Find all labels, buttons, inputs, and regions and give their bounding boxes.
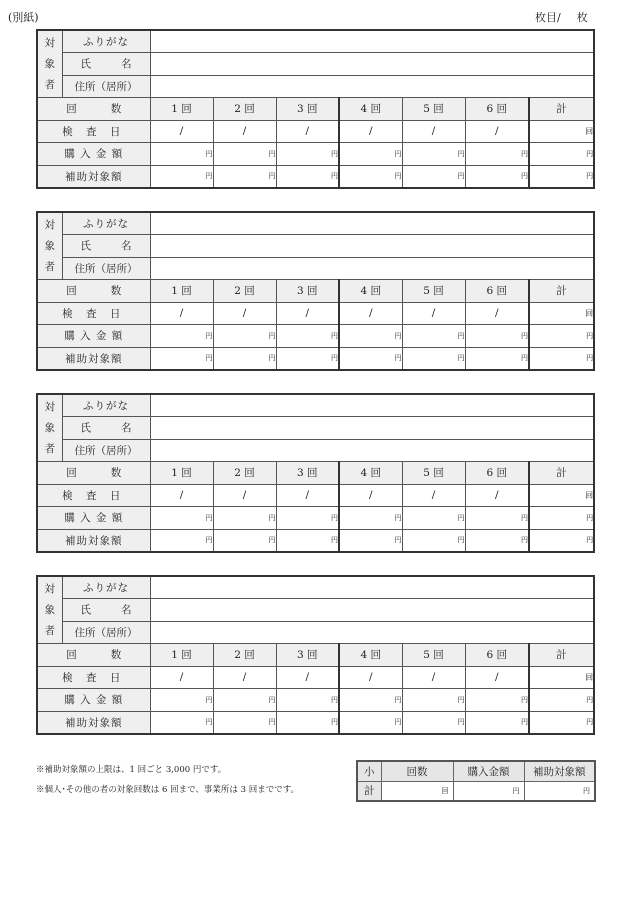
subsidy-amount-field[interactable]: 円	[276, 347, 339, 370]
name-label: 氏 名	[62, 53, 150, 76]
exam-date-field[interactable]: /	[339, 666, 402, 689]
name-field[interactable]	[150, 417, 594, 440]
subsidy-amount-label: 補助対象額	[37, 165, 150, 188]
furigana-field[interactable]	[150, 576, 594, 599]
subtotal-table	[356, 760, 596, 802]
col-header: 1 回	[150, 280, 213, 303]
purchase-amount-total[interactable]: 円	[529, 507, 594, 530]
subsidy-amount-label: 補助対象額	[37, 529, 150, 552]
exam-date-field[interactable]: /	[402, 120, 465, 143]
subtotal-subsidy-field[interactable]: 円	[524, 781, 595, 801]
subsidy-amount-field[interactable]: 円	[276, 165, 339, 188]
address-field[interactable]	[150, 75, 594, 98]
exam-date-field[interactable]: /	[276, 666, 339, 689]
purchase-amount-field[interactable]: 円	[465, 689, 529, 712]
subsidy-amount-field[interactable]: 円	[339, 529, 402, 552]
col-header: 3 回	[276, 644, 339, 667]
purchase-amount-total[interactable]: 円	[529, 143, 594, 166]
subsidy-amount-total[interactable]: 円	[529, 711, 594, 734]
count-label: 回 数	[37, 98, 150, 121]
purchase-amount-field[interactable]: 円	[150, 143, 213, 166]
address-label: 住所（居所）	[62, 439, 150, 462]
col-header: 2 回	[213, 98, 276, 121]
exam-date-field[interactable]: /	[276, 302, 339, 325]
subsidy-amount-field[interactable]: 円	[339, 711, 402, 734]
subsidy-amount-field[interactable]: 円	[213, 529, 276, 552]
subsidy-amount-field[interactable]: 円	[402, 711, 465, 734]
subsidy-amount-total[interactable]: 円	[529, 165, 594, 188]
exam-date-field[interactable]: /	[402, 484, 465, 507]
col-header: 6 回	[465, 280, 529, 303]
subsidy-amount-field[interactable]: 円	[402, 347, 465, 370]
subsidy-amount-label: 補助対象額	[37, 347, 150, 370]
exam-date-field[interactable]: /	[339, 120, 402, 143]
col-header: 2 回	[213, 280, 276, 303]
col-header: 3 回	[276, 280, 339, 303]
col-header-total: 計	[529, 280, 594, 303]
subtotal-label-bottom: 計	[357, 781, 381, 801]
subsidy-amount-field[interactable]: 円	[339, 347, 402, 370]
purchase-amount-field[interactable]: 円	[276, 325, 339, 348]
address-field[interactable]	[150, 621, 594, 644]
subsidy-amount-field[interactable]: 円	[276, 529, 339, 552]
exam-count-total[interactable]: 回	[529, 666, 594, 689]
purchase-amount-field[interactable]: 円	[402, 689, 465, 712]
exam-date-label: 検 査 日	[37, 666, 150, 689]
purchase-amount-field[interactable]: 円	[213, 689, 276, 712]
purchase-amount-field[interactable]: 円	[465, 507, 529, 530]
exam-count-total[interactable]: 回	[529, 302, 594, 325]
exam-date-field[interactable]: /	[465, 120, 529, 143]
purchase-amount-field[interactable]: 円	[339, 689, 402, 712]
exam-date-field[interactable]: /	[402, 666, 465, 689]
purchase-amount-field[interactable]: 円	[402, 143, 465, 166]
subsidy-amount-field[interactable]: 円	[402, 165, 465, 188]
col-header-total: 計	[529, 644, 594, 667]
exam-date-label: 検 査 日	[37, 484, 150, 507]
furigana-label: ふりがな	[62, 576, 150, 599]
exam-date-label: 検 査 日	[37, 120, 150, 143]
subsidy-amount-field[interactable]: 円	[402, 529, 465, 552]
subsidy-amount-total[interactable]: 円	[529, 347, 594, 370]
purchase-amount-label: 購 入 金 額	[37, 689, 150, 712]
name-label: 氏 名	[62, 599, 150, 622]
subsidy-amount-total[interactable]: 円	[529, 529, 594, 552]
purchase-amount-field[interactable]: 円	[465, 325, 529, 348]
col-header: 5 回	[402, 644, 465, 667]
subsidy-amount-field[interactable]: 円	[276, 711, 339, 734]
recipient-block	[36, 29, 595, 189]
purchase-amount-field[interactable]: 円	[213, 143, 276, 166]
purchase-amount-field[interactable]: 円	[276, 689, 339, 712]
note-count-limit: ※個人･その他の者の対象回数は 6 回まで、事業所は 3 回までです。	[36, 785, 300, 795]
sheet-prefix: 枚目/	[535, 11, 561, 24]
exam-date-field[interactable]: /	[213, 484, 276, 507]
col-header-total: 計	[529, 98, 594, 121]
subsidy-amount-field[interactable]: 円	[339, 165, 402, 188]
exam-date-field[interactable]: /	[465, 302, 529, 325]
purchase-amount-total[interactable]: 円	[529, 689, 594, 712]
note-subsidy-limit: ※補助対象額の上限は、1 回ごと 3,000 円です。	[36, 765, 227, 775]
exam-date-field[interactable]: /	[339, 484, 402, 507]
furigana-field[interactable]	[150, 30, 594, 53]
purchase-amount-field[interactable]: 円	[339, 507, 402, 530]
exam-date-field[interactable]: /	[465, 666, 529, 689]
col-header: 4 回	[339, 644, 402, 667]
subtotal-header-purchase: 購入金額	[453, 761, 524, 781]
col-header: 3 回	[276, 462, 339, 485]
exam-date-field[interactable]: /	[213, 120, 276, 143]
purchase-amount-field[interactable]: 円	[465, 143, 529, 166]
count-label: 回 数	[37, 644, 150, 667]
furigana-field[interactable]	[150, 212, 594, 235]
exam-date-field[interactable]: /	[465, 484, 529, 507]
address-label: 住所（居所）	[62, 75, 150, 98]
furigana-field[interactable]	[150, 394, 594, 417]
purchase-amount-field[interactable]: 円	[213, 507, 276, 530]
exam-date-field[interactable]: /	[402, 302, 465, 325]
subsidy-amount-field[interactable]: 円	[213, 711, 276, 734]
col-header-total: 計	[529, 462, 594, 485]
subsidy-amount-field[interactable]: 円	[150, 711, 213, 734]
exam-date-field[interactable]: /	[150, 302, 213, 325]
recipient-block	[36, 575, 595, 735]
exam-date-field[interactable]: /	[150, 666, 213, 689]
recipient-block	[36, 393, 595, 553]
col-header: 5 回	[402, 98, 465, 121]
subsidy-amount-label: 補助対象額	[37, 711, 150, 734]
col-header: 1 回	[150, 644, 213, 667]
subsidy-amount-field[interactable]: 円	[465, 165, 529, 188]
col-header: 2 回	[213, 644, 276, 667]
col-header: 6 回	[465, 462, 529, 485]
address-field[interactable]	[150, 257, 594, 280]
name-label: 氏 名	[62, 235, 150, 258]
name-field[interactable]	[150, 53, 594, 76]
recipient-block	[36, 211, 595, 371]
target-person-label: 対 象 者	[37, 576, 62, 644]
col-header: 1 回	[150, 98, 213, 121]
purchase-amount-field[interactable]: 円	[150, 689, 213, 712]
target-person-label: 対 象 者	[37, 394, 62, 462]
address-label: 住所（居所）	[62, 621, 150, 644]
purchase-amount-label: 購 入 金 額	[37, 507, 150, 530]
exam-count-total[interactable]: 回	[529, 120, 594, 143]
subsidy-amount-field[interactable]: 円	[465, 347, 529, 370]
purchase-amount-field[interactable]: 円	[150, 507, 213, 530]
count-label: 回 数	[37, 280, 150, 303]
purchase-amount-field[interactable]: 円	[402, 507, 465, 530]
attachment-label: (別紙)	[8, 11, 39, 24]
purchase-amount-field[interactable]: 円	[150, 325, 213, 348]
furigana-label: ふりがな	[62, 30, 150, 53]
exam-date-field[interactable]: /	[213, 302, 276, 325]
col-header: 1 回	[150, 462, 213, 485]
col-header: 4 回	[339, 98, 402, 121]
purchase-amount-total[interactable]: 円	[529, 325, 594, 348]
exam-count-total[interactable]: 回	[529, 484, 594, 507]
subtotal-label-top: 小	[357, 761, 381, 781]
col-header: 6 回	[465, 644, 529, 667]
target-person-label: 対 象 者	[37, 30, 62, 98]
target-person-label: 対 象 者	[37, 212, 62, 280]
address-label: 住所（居所）	[62, 257, 150, 280]
subtotal-header-subsidy: 補助対象額	[524, 761, 595, 781]
exam-date-field[interactable]: /	[150, 484, 213, 507]
address-field[interactable]	[150, 439, 594, 462]
purchase-amount-label: 購 入 金 額	[37, 325, 150, 348]
exam-date-field[interactable]: /	[213, 666, 276, 689]
count-label: 回 数	[37, 462, 150, 485]
subtotal-header-count: 回数	[381, 761, 453, 781]
purchase-amount-field[interactable]: 円	[339, 325, 402, 348]
furigana-label: ふりがな	[62, 212, 150, 235]
purchase-amount-field[interactable]: 円	[276, 507, 339, 530]
subsidy-amount-field[interactable]: 円	[150, 165, 213, 188]
subtotal-purchase-field[interactable]: 円	[453, 781, 524, 801]
subsidy-amount-field[interactable]: 円	[465, 529, 529, 552]
name-label: 氏 名	[62, 417, 150, 440]
col-header: 3 回	[276, 98, 339, 121]
subtotal-count-field[interactable]: 回	[381, 781, 453, 801]
subsidy-amount-field[interactable]: 円	[150, 347, 213, 370]
furigana-label: ふりがな	[62, 394, 150, 417]
sheet-suffix: 枚	[576, 11, 588, 24]
name-field[interactable]	[150, 235, 594, 258]
subsidy-amount-field[interactable]: 円	[150, 529, 213, 552]
subsidy-amount-field[interactable]: 円	[465, 711, 529, 734]
subsidy-amount-field[interactable]: 円	[213, 347, 276, 370]
exam-date-field[interactable]: /	[276, 484, 339, 507]
col-header: 5 回	[402, 280, 465, 303]
purchase-amount-label: 購 入 金 額	[37, 143, 150, 166]
col-header: 2 回	[213, 462, 276, 485]
subsidy-amount-field[interactable]: 円	[213, 165, 276, 188]
sheet-number	[535, 9, 588, 25]
col-header: 4 回	[339, 280, 402, 303]
purchase-amount-field[interactable]: 円	[402, 325, 465, 348]
exam-date-field[interactable]: /	[339, 302, 402, 325]
name-field[interactable]	[150, 599, 594, 622]
exam-date-field[interactable]: /	[150, 120, 213, 143]
exam-date-field[interactable]: /	[276, 120, 339, 143]
purchase-amount-field[interactable]: 円	[213, 325, 276, 348]
col-header: 5 回	[402, 462, 465, 485]
purchase-amount-field[interactable]: 円	[276, 143, 339, 166]
exam-date-label: 検 査 日	[37, 302, 150, 325]
purchase-amount-field[interactable]: 円	[339, 143, 402, 166]
col-header: 6 回	[465, 98, 529, 121]
col-header: 4 回	[339, 462, 402, 485]
